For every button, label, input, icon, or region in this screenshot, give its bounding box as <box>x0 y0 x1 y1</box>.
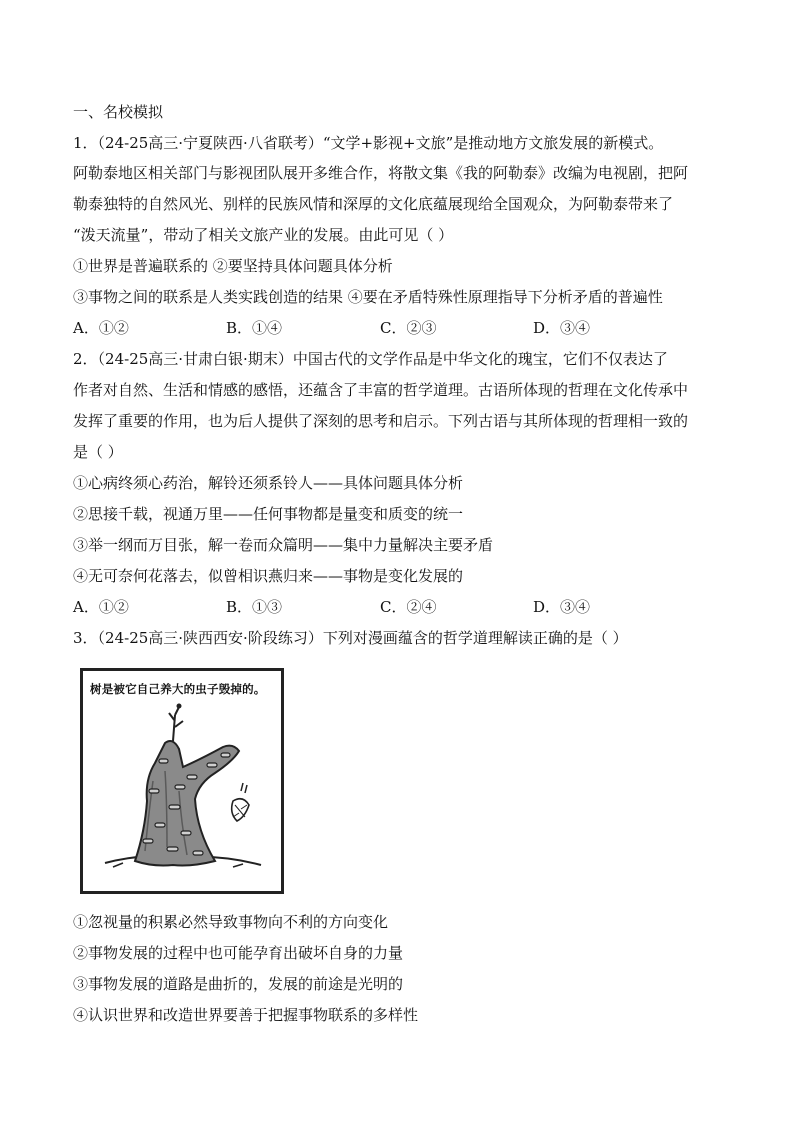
section-title: 一、名校模拟 <box>73 103 164 121</box>
cartoon-caption: 树是被它自己养大的虫子毁掉的。 <box>90 682 266 696</box>
q1-stem-line-2: 阿勒泰地区相关部门与影视团队展开多维合作，将散文集《我的阿勒泰》改编为电视剧，把阿 <box>73 164 689 182</box>
q1-option-b[interactable]: B．①④ <box>226 319 283 337</box>
q1-stem-line-1: 1．（24-25高三·宁夏陕西·八省联考）“文学+影视+文旅”是推动地方文旅发展的新模式。 <box>73 134 664 152</box>
q2-statement-4: ④无可奈何花落去，似曾相识燕归来——事物是变化发展的 <box>73 567 464 585</box>
q3-statement-3: ③事物发展的道路是曲折的，发展的前途是光明的 <box>73 975 404 993</box>
q2-statement-3: ③举一纲而万目张，解一卷而众篇明——集中力量解决主要矛盾 <box>73 536 494 554</box>
cartoon-image <box>80 668 284 894</box>
q2-option-a[interactable]: A．①② <box>73 598 129 616</box>
q2-stem-line-1: 2．（24-25高三·甘肃白银·期末）中国古代的文学作品是中华文化的瑰宝，它们不仅表达了 <box>73 350 668 368</box>
q2-statement-2: ②思接千载，视通万里——任何事物都是量变和质变的统一 <box>73 505 464 523</box>
q3-statement-1: ①忽视量的积累必然导致事物向不利的方向变化 <box>73 913 389 931</box>
q1-option-c[interactable]: C．②③ <box>380 319 437 337</box>
q3-statement-4: ④认识世界和改造世界要善于把握事物联系的多样性 <box>73 1006 419 1024</box>
q2-stem-line-4: 是（ ） <box>73 443 123 461</box>
q2-statement-1: ①心病终须心药治，解铃还须系铃人——具体问题具体分析 <box>73 474 464 492</box>
q2-option-b[interactable]: B．①③ <box>226 598 283 616</box>
q2-stem-line-3: 发挥了重要的作用，也为后人提供了深刻的思考和启示。下列古语与其所体现的哲理相一致的 <box>73 412 689 430</box>
q1-option-a[interactable]: A．①② <box>73 319 129 337</box>
q1-option-d[interactable]: D．③④ <box>533 319 591 337</box>
q1-stem-line-4: “泼天流量”，带动了相关文旅产业的发展。由此可见（ ） <box>73 226 454 244</box>
q3-stem: 3．（24-25高三·陕西西安·阶段练习）下列对漫画蕴含的哲学道理解读正确的是（ ） <box>73 629 628 647</box>
q2-option-d[interactable]: D．③④ <box>533 598 591 616</box>
tree-worm-illustration <box>83 671 281 891</box>
q2-option-c[interactable]: C．②④ <box>380 598 437 616</box>
q3-statement-2: ②事物发展的过程中也可能孕育出破坏自身的力量 <box>73 944 404 962</box>
q1-stem-line-3: 勒泰独特的自然风光、别样的民族风情和深厚的文化底蕴展现给全国观众，为阿勒泰带来了 <box>73 195 674 213</box>
q2-stem-line-2: 作者对自然、生活和情感的感悟，还蕴含了丰富的哲学道理。古语所体现的哲理在文化传承中 <box>73 381 689 399</box>
q1-statement-line-2: ③事物之间的联系是人类实践创造的结果 ④要在矛盾特殊性原理指导下分析矛盾的普遍性 <box>73 288 663 306</box>
q1-statement-line-1: ①世界是普遍联系的 ②要坚持具体问题具体分析 <box>73 257 393 275</box>
